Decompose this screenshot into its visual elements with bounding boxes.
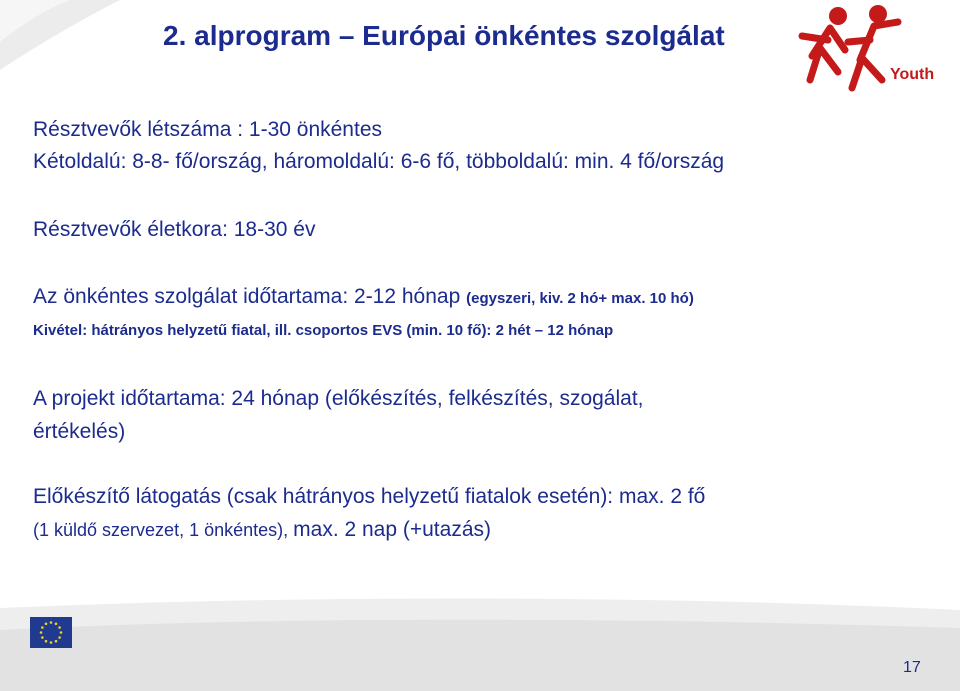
page-number: 17 [903,659,921,676]
preparatory-visit: Előkészítő látogatás (csak hátrányos helyzetű fiatalok esetén): max. 2 fő [33,485,706,508]
preparatory-visit-days: max. 2 nap (+utazás) [293,518,491,541]
service-duration-note: (egyszeri, kiv. 2 hó+ max. 10 hó) [466,290,694,307]
preparatory-visit-detail [33,518,491,542]
participants-count: Résztvevők létszáma : 1-30 önkéntes [33,118,383,141]
preparatory-visit-note: (1 küldő szervezet, 1 önkéntes), [33,520,294,540]
eu-flag-icon [30,617,72,648]
logo-text: Youth [890,66,935,83]
service-duration-main: Az önkéntes szolgálat időtartama: 2-12 hónap [33,285,467,308]
service-duration [33,285,694,309]
project-duration: A projekt időtartama: 24 hónap (előkészítés, felkészítés, szogálat, [33,387,644,410]
slide-title: 2. alprogram – Európai önkéntes szolgálat [163,20,725,51]
youth-logo-icon [790,0,950,105]
participants-per-country: Kétoldalú: 8-8- fő/ország, háromoldalú: 6-6 fő, többoldalú: min. 4 fő/ország [33,150,725,173]
project-duration-cont: értékelés) [33,420,126,443]
exception-note: Kivétel: hátrányos helyzetű fiatal, ill. csoportos EVS (min. 10 fő): 2 hét – 12 hónap [33,322,614,339]
participants-age: Résztvevők életkora: 18-30 év [33,218,316,241]
bottom-decoration [0,590,960,691]
